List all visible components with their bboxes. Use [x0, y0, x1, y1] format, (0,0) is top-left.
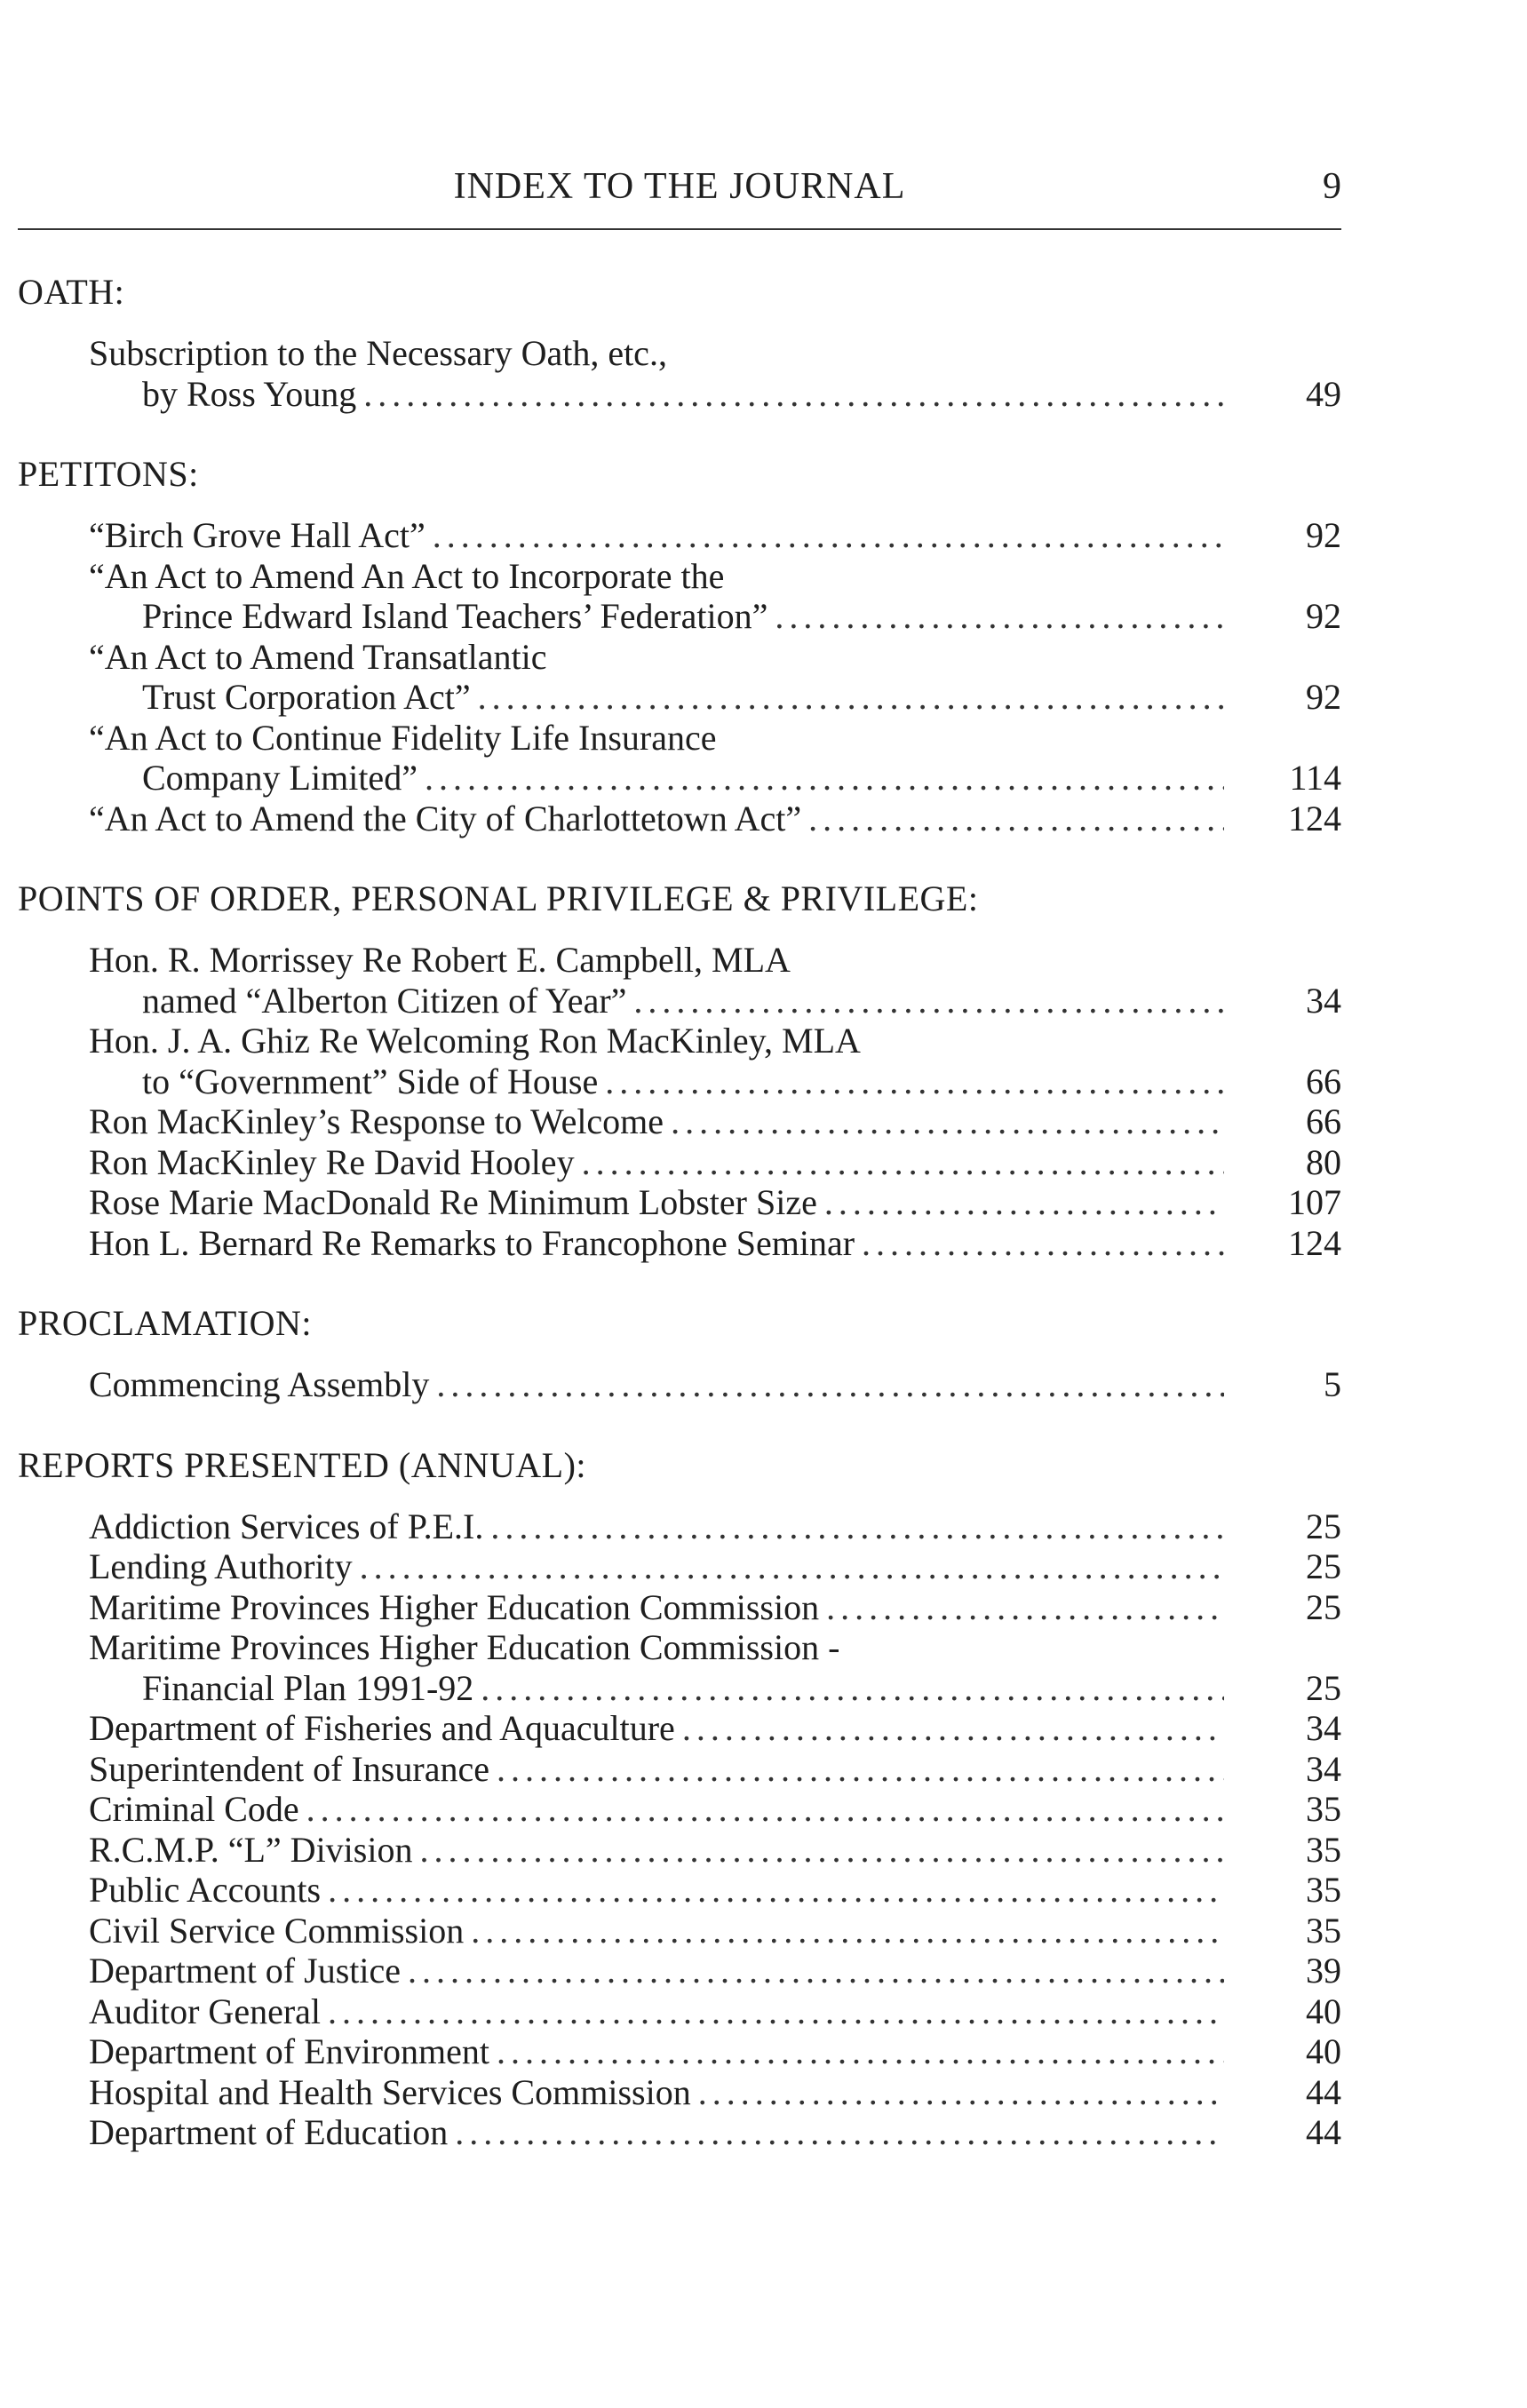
dot-leader [328, 1991, 1224, 2032]
entry-continuation-line [18, 758, 1341, 799]
dot-leader [363, 374, 1224, 415]
section-heading: OATH: [18, 272, 125, 312]
entry-page-number: 66 [1306, 1061, 1341, 1101]
entry-line [18, 1142, 1341, 1183]
header-rule [18, 228, 1341, 230]
entry-continuation-line [18, 1668, 1341, 1709]
entry-page-number: 35 [1306, 1910, 1341, 1951]
dot-leader [633, 981, 1224, 1021]
entry-text: Addiction Services of P.E.I. [89, 1506, 484, 1546]
entry-text: Ron MacKinley Re David Hooley [89, 1141, 575, 1182]
entry-page-number: 40 [1306, 2031, 1341, 2071]
index-entry [18, 799, 1341, 839]
entry-page-number: 25 [1306, 1667, 1341, 1708]
entry-line [18, 1587, 1341, 1628]
index-entry [18, 1021, 1341, 1101]
entry-line [18, 1506, 1341, 1547]
entry-text: Maritime Provinces Higher Education Commission - [89, 1627, 840, 1667]
index-entry [18, 1749, 1341, 1790]
entry-line [18, 1101, 1341, 1142]
index-entry [18, 1506, 1341, 1547]
entry-text: Financial Plan 1991-92 [142, 1667, 474, 1708]
index-entry [18, 1830, 1341, 1871]
index-section [18, 271, 1341, 414]
entry-text: Department of Fisheries and Aquaculture [89, 1708, 675, 1748]
entry-text: Hon L. Bernard Re Remarks to Francophone Seminar [89, 1222, 855, 1263]
index-entry [18, 1364, 1341, 1405]
entry-text: Commencing Assembly [89, 1364, 430, 1404]
entry-text: R.C.M.P. “L” Division [89, 1829, 413, 1870]
entry-line [18, 799, 1341, 839]
entry-line [18, 1911, 1341, 1951]
index-section [18, 878, 1341, 1263]
entry-page-number: 124 [1288, 798, 1341, 838]
section-heading: PETITONS: [18, 454, 199, 494]
entry-line [18, 637, 1341, 678]
index-section [18, 1444, 1341, 2153]
dot-leader [605, 1061, 1224, 1102]
dot-leader [775, 596, 1224, 637]
dot-leader [360, 1546, 1224, 1587]
index-entry [18, 2112, 1341, 2153]
page-number: 9 [1323, 166, 1341, 207]
entry-text: Auditor General [89, 1991, 322, 2031]
entry-page-number: 49 [1306, 373, 1341, 414]
entry-line [18, 1991, 1341, 2032]
section-heading: POINTS OF ORDER, PERSONAL PRIVILEGE & PRIVILEGE: [18, 878, 979, 918]
entry-text: Superintendent of Insurance [89, 1748, 489, 1789]
index-entry [18, 637, 1341, 718]
index-entry [18, 1911, 1341, 1951]
entry-page-number: 34 [1306, 980, 1341, 1021]
dot-leader [862, 1223, 1224, 1264]
entry-text: Department of Justice [89, 1951, 401, 1991]
entry-page-number: 40 [1306, 1991, 1341, 2031]
dot-leader [328, 1870, 1224, 1911]
entry-text: named “Alberton Citizen of Year” [142, 980, 627, 1021]
dot-leader [826, 1587, 1224, 1628]
entry-text: to “Government” Side of House [142, 1061, 599, 1101]
entry-page-number: 35 [1306, 1829, 1341, 1870]
entry-page-number: 107 [1288, 1182, 1341, 1222]
entry-page-number: 92 [1306, 677, 1341, 717]
entry-line [18, 1021, 1341, 1061]
index-content [18, 271, 1341, 2153]
dot-leader [419, 1830, 1224, 1871]
entry-text: by Ross Young [142, 373, 357, 414]
dot-leader [490, 1506, 1224, 1547]
dot-leader [497, 1749, 1224, 1790]
index-entry [18, 940, 1341, 1021]
index-entry [18, 515, 1341, 556]
entry-line [18, 1708, 1341, 1749]
entry-text: Criminal Code [89, 1789, 299, 1829]
entry-text: Hon. J. A. Ghiz Re Welcoming Ron MacKinley, MLA [89, 1021, 861, 1061]
entry-page-number: 92 [1306, 596, 1341, 636]
entry-text: Civil Service Commission [89, 1910, 465, 1951]
entry-page-number: 25 [1306, 1586, 1341, 1627]
entry-page-number: 34 [1306, 1708, 1341, 1748]
dot-leader [471, 1911, 1224, 1951]
entry-continuation-line [18, 596, 1341, 637]
index-entry [18, 1789, 1341, 1830]
entry-text: “Birch Grove Hall Act” [89, 515, 425, 555]
dot-leader [306, 1789, 1224, 1830]
index-entry [18, 1182, 1341, 1223]
index-entry [18, 718, 1341, 799]
entry-text: “An Act to Amend Transatlantic [89, 636, 547, 677]
entry-line [18, 1364, 1341, 1405]
index-entry [18, 1991, 1341, 2032]
entry-page-number: 66 [1306, 1101, 1341, 1141]
entry-page-number: 44 [1306, 2112, 1341, 2152]
entry-continuation-line [18, 677, 1341, 718]
section-heading: REPORTS PRESENTED (ANNUAL): [18, 1444, 587, 1485]
entry-text: “An Act to Continue Fidelity Life Insurance [89, 717, 717, 758]
index-entry [18, 2072, 1341, 2113]
entry-line [18, 2031, 1341, 2072]
entry-text: Prince Edward Island Teachers’ Federation” [142, 596, 768, 636]
index-entry [18, 333, 1341, 414]
entry-page-number: 34 [1306, 1748, 1341, 1789]
entry-line [18, 556, 1341, 597]
entry-page-number: 92 [1306, 515, 1341, 555]
entry-continuation-line [18, 1061, 1341, 1102]
entry-page-number: 114 [1289, 758, 1341, 798]
index-section [18, 453, 1341, 838]
entry-text: Public Accounts [89, 1870, 322, 1910]
entry-line [18, 1546, 1341, 1587]
dot-leader [433, 515, 1224, 556]
entry-line [18, 1749, 1341, 1790]
entry-page-number: 25 [1306, 1506, 1341, 1546]
entry-page-number: 35 [1306, 1870, 1341, 1910]
entry-text: Hon. R. Morrissey Re Robert E. Campbell, MLA [89, 940, 791, 980]
dot-leader [824, 1182, 1224, 1223]
index-section [18, 1302, 1341, 1405]
index-entry [18, 1627, 1341, 1708]
dot-leader [497, 2031, 1224, 2072]
dot-leader [682, 1708, 1224, 1749]
page-title: INDEX TO THE JOURNAL [453, 166, 906, 207]
entry-page-number: 39 [1306, 1951, 1341, 1991]
index-entry [18, 1223, 1341, 1264]
page-header [0, 160, 1527, 213]
entry-line [18, 1182, 1341, 1223]
entry-page-number: 124 [1288, 1222, 1341, 1263]
index-entry [18, 2031, 1341, 2072]
index-entry [18, 556, 1341, 637]
entry-text: Department of Environment [89, 2031, 489, 2071]
entry-text: Ron MacKinley’s Response to Welcome [89, 1101, 664, 1141]
entry-line [18, 515, 1341, 556]
entry-page-number: 35 [1306, 1789, 1341, 1829]
entry-line [18, 333, 1341, 374]
entry-text: Subscription to the Necessary Oath, etc., [89, 333, 667, 373]
dot-leader [478, 677, 1224, 718]
dot-leader [582, 1142, 1224, 1183]
entry-page-number: 5 [1324, 1364, 1341, 1404]
dot-leader [455, 2112, 1224, 2153]
entry-text: “An Act to Amend An Act to Incorporate the [89, 555, 725, 596]
index-entry [18, 1546, 1341, 1587]
entry-page-number: 25 [1306, 1546, 1341, 1586]
entry-text: Trust Corporation Act” [142, 677, 471, 717]
entry-line [18, 1223, 1341, 1264]
dot-leader [481, 1668, 1224, 1709]
entry-page-number: 80 [1306, 1141, 1341, 1182]
dot-leader [671, 1101, 1224, 1142]
dot-leader [808, 799, 1224, 839]
entry-text: Hospital and Health Services Commission [89, 2071, 691, 2112]
entry-line [18, 1830, 1341, 1871]
entry-line [18, 2072, 1341, 2113]
entry-line [18, 2112, 1341, 2153]
index-entry [18, 1870, 1341, 1911]
entry-text: Rose Marie MacDonald Re Minimum Lobster Size [89, 1182, 817, 1222]
entry-continuation-line [18, 981, 1341, 1021]
entry-text: “An Act to Amend the City of Charlottetown Act” [89, 798, 802, 838]
entry-line [18, 1789, 1341, 1830]
index-entry [18, 1587, 1341, 1628]
dot-leader [408, 1951, 1224, 1991]
index-entry [18, 1101, 1341, 1142]
entry-text: Maritime Provinces Higher Education Commission [89, 1586, 820, 1627]
dot-leader [425, 758, 1224, 799]
entry-text: Company Limited” [142, 758, 418, 798]
entry-line [18, 940, 1341, 981]
index-entry [18, 1708, 1341, 1749]
index-entry [18, 1951, 1341, 1991]
entry-line [18, 1627, 1341, 1668]
entry-continuation-line [18, 374, 1341, 415]
section-heading: PROCLAMATION: [18, 1303, 312, 1343]
entry-page-number: 44 [1306, 2071, 1341, 2112]
index-entry [18, 1142, 1341, 1183]
entry-text: Lending Authority [89, 1546, 353, 1586]
entry-line [18, 1951, 1341, 1991]
entry-line [18, 1870, 1341, 1911]
entry-text: Department of Education [89, 2112, 449, 2152]
dot-leader [436, 1364, 1224, 1405]
dot-leader [698, 2072, 1224, 2113]
entry-line [18, 718, 1341, 759]
